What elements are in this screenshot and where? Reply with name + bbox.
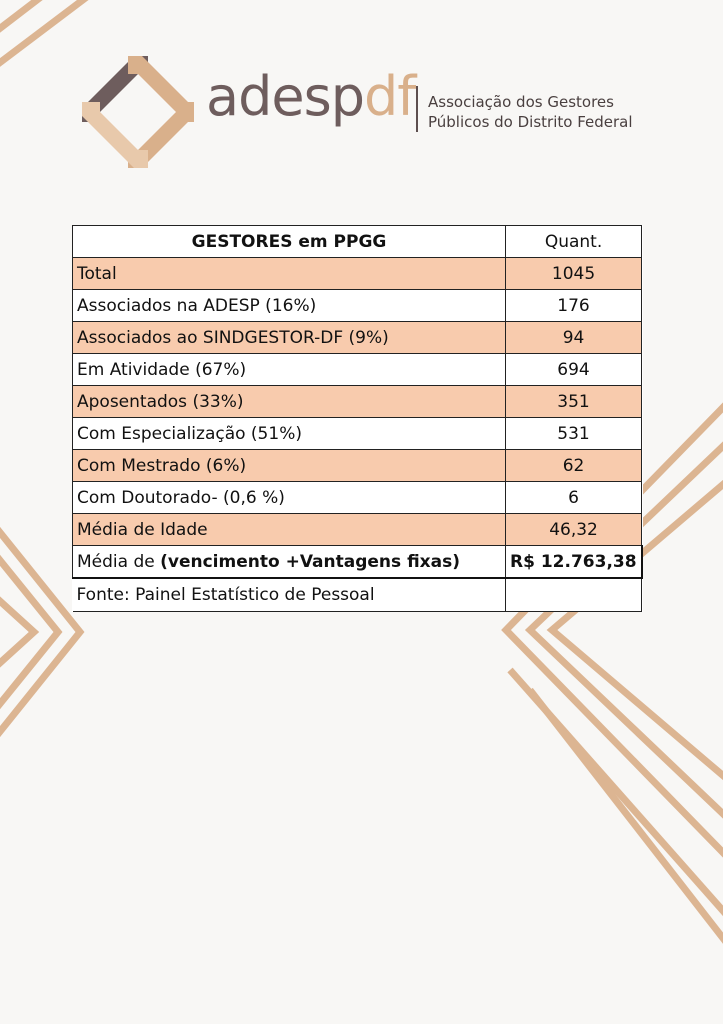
row-label-cell: Associados ao SINDGESTOR-DF (9%) <box>73 322 506 354</box>
table-row <box>73 482 642 514</box>
row-label-cell: Média de Idade <box>73 514 506 546</box>
header-label-cell: GESTORES em PPGG <box>73 226 506 258</box>
logo-tagline-line2: Públicos do Distrito Federal <box>428 113 633 131</box>
row-label-cell: Com Mestrado (6%) <box>73 450 506 482</box>
salary-label-cell <box>73 546 506 579</box>
table-row <box>73 354 642 386</box>
row-label-cell: Aposentados (33%) <box>73 386 506 418</box>
table-row <box>73 258 642 290</box>
salary-value-cell: R$ 12.763,38 <box>506 546 642 579</box>
row-value-cell: 1045 <box>506 258 642 290</box>
row-value-cell: 176 <box>506 290 642 322</box>
header-value-cell: Quant. <box>506 226 642 258</box>
association-logo <box>78 52 678 172</box>
row-label-cell: Associados na ADESP (16%) <box>73 290 506 322</box>
row-label-cell: Com Especialização (51%) <box>73 418 506 450</box>
row-value-cell: 94 <box>506 322 642 354</box>
row-value-cell: 351 <box>506 386 642 418</box>
table-row <box>73 450 642 482</box>
logo-tagline-line1: Associação dos Gestores <box>428 93 614 111</box>
source-empty-cell <box>506 578 642 612</box>
table-row <box>73 386 642 418</box>
logo-word-accent: df <box>364 65 416 128</box>
row-value-cell: 531 <box>506 418 642 450</box>
table-row <box>73 290 642 322</box>
row-label-cell: Total <box>73 258 506 290</box>
table-row <box>73 322 642 354</box>
logo-word-main: adesp <box>206 65 365 128</box>
row-value-cell: 694 <box>506 354 642 386</box>
salary-label-prefix: Média de <box>77 551 161 572</box>
logo-divider <box>416 86 418 132</box>
table-row <box>73 418 642 450</box>
source-row <box>73 578 642 612</box>
row-label-cell: Em Atividade (67%) <box>73 354 506 386</box>
logo-diamond-arrows-icon <box>78 52 198 172</box>
row-label-cell: Com Doutorado- (0,6 %) <box>73 482 506 514</box>
row-value-cell: 6 <box>506 482 642 514</box>
table-row <box>73 514 642 546</box>
row-value-cell: 46,32 <box>506 514 642 546</box>
salary-label-bold: (vencimento +Vantagens fixas) <box>160 551 460 572</box>
salary-row <box>73 546 642 579</box>
source-cell: Fonte: Painel Estatístico de Pessoal <box>73 578 506 612</box>
row-value-cell: 62 <box>506 450 642 482</box>
logo-tagline <box>428 92 633 132</box>
logo-wordmark <box>206 65 416 128</box>
table-header-row <box>73 226 642 258</box>
statistics-table <box>72 225 643 612</box>
